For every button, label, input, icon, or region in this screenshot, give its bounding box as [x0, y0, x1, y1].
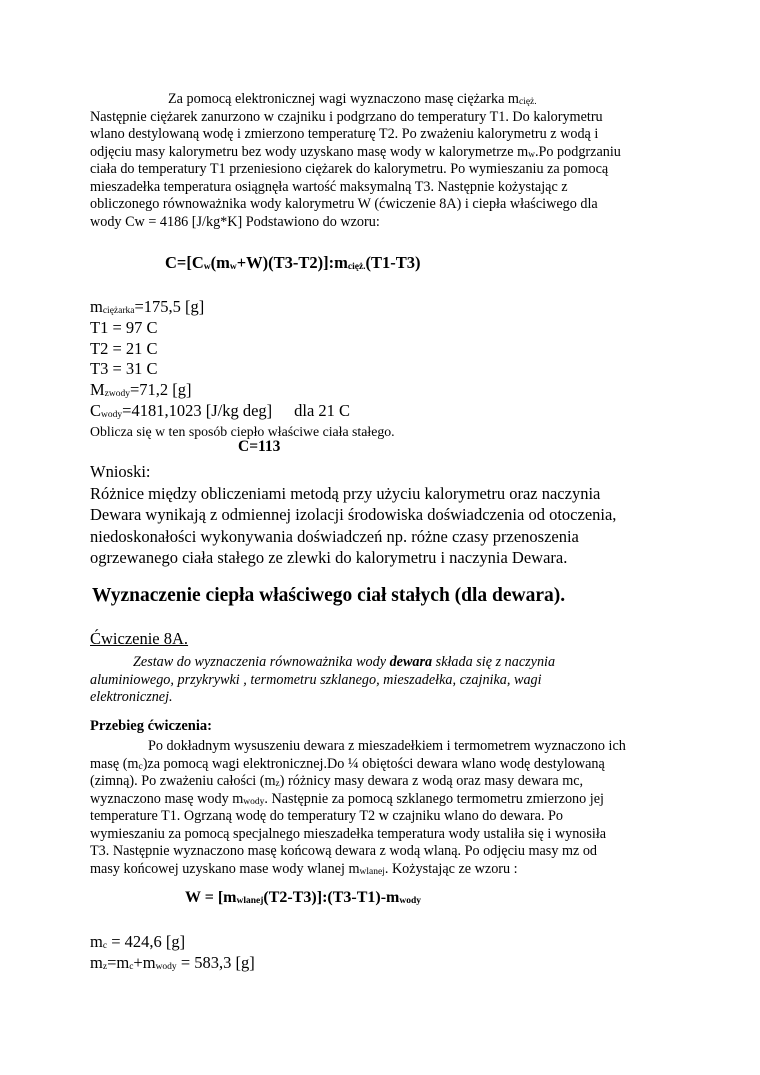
- conclusions-line: ogrzewanego ciała stałego ze zlewki do kalorymetru i naczynia Dewara.: [90, 548, 568, 567]
- value-t3: T3 = 31 C: [90, 359, 158, 379]
- procedure-line: temperature T1. Ogrzaną wodę do temperatury T2 w czajniku wlano do dewara. Po: [90, 808, 564, 824]
- intro-line: ciała do temperatury T1 przeniesiono ciężarek do kalorymetru. Po wymieszaniu za pomocą: [90, 161, 609, 177]
- conclusions-line: Różnice między obliczeniami metodą przy użyciu kalorymetru oraz naczynia: [90, 483, 601, 503]
- intro-line: Następnie ciężarek zanurzono w czajniku i podgrzano do temperatury T1. Do kalorymetru: [90, 108, 603, 125]
- conclusions-line: niedoskonałości wykonywania doświadczeń np. różne czasy przenoszenia: [90, 526, 579, 546]
- intro-line: Za pomocą elektronicznej wagi wyznaczono masę ciężarka mcięż.: [168, 91, 537, 107]
- procedure-line: (zimną). Po zważeniu całości (mz) różnicy masy dewara z wodą oraz masy dewara mc,: [90, 773, 584, 789]
- equipment-line: Zestaw do wyznaczenia równoważnika wody dewara składa się z naczynia: [133, 654, 556, 670]
- equipment-line: aluminiowego, przykrywki , termometru szklanego, mieszadełka, czajnika, wagi: [90, 671, 542, 688]
- value-mass-weight: mciężarka=175,5 [g]: [90, 297, 205, 316]
- procedure-heading: Przebieg ćwiczenia:: [90, 718, 212, 734]
- calculation-note: Oblicza się w ten sposób ciepło właściwe ciała stałego.: [90, 423, 395, 439]
- value-mass-water: Mzwody=71,2 [g]: [90, 380, 192, 400]
- equipment-description: [90, 654, 675, 707]
- conclusions: [90, 461, 675, 569]
- value-t1: T1 = 97 C: [90, 317, 158, 337]
- intro-paragraph: [90, 91, 675, 231]
- procedure-line: wyznaczono masę wody mwody. Następnie za pomocą szklanego termometru zmierzono jej: [90, 790, 604, 807]
- equipment-line: elektronicznej.: [90, 689, 173, 705]
- value-mass-total: mz=mc+mwody = 583,3 [g]: [90, 952, 255, 972]
- dewar-values: [90, 932, 675, 973]
- value-mass-dewar: mc = 424,6 [g]: [90, 932, 186, 951]
- result-c: C=113: [238, 438, 281, 455]
- conclusions-line: Dewara wynikają z odmiennej izolacji środowiska doświadczenia od otoczenia,: [90, 505, 617, 524]
- procedure-line: masę (mc)za pomocą wagi elektronicznej.Do ¼ obiętości dewara wlano wodę destylowaną: [90, 755, 605, 772]
- procedure-line: Po dokładnym wysuszeniu dewara z mieszadełkiem i termometrem wyznaczono ich: [148, 738, 626, 754]
- measured-values: [90, 297, 675, 443]
- conclusions-heading: Wnioski:: [90, 462, 151, 481]
- exercise-title: Ćwiczenie 8A.: [90, 629, 189, 648]
- procedure-line: T3. Następnie wyznaczono masę końcową dewara z wodą wlaną. Po odjęciu masy mz od: [90, 843, 598, 859]
- formula-water-equivalent: W = [mwlanej(T2-T3)]:(T3-T1)-mwody: [185, 889, 422, 906]
- intro-line: obliczonego równoważnika wody kalorymetru W (ćwiczenie 8A) i ciepła właściwego dla: [90, 196, 598, 212]
- procedure-paragraph: [90, 738, 675, 878]
- intro-line: wody Cw = 4186 [J/kg*K] Podstawiono do wzoru:: [90, 213, 380, 230]
- intro-line: mieszadełka temperatura osiągnęła wartość maksymalną T3. Następnie kożystając z: [90, 178, 568, 195]
- value-water-heat: Cwody=4181,1023 [J/kg deg] dla 21 C: [90, 400, 351, 420]
- value-t2: T2 = 21 C: [90, 338, 158, 358]
- section-heading: Wyznaczenie ciepła właściwego ciał stałych (dla dewara).: [92, 585, 566, 606]
- procedure-line: wymieszaniu za pomocą specjalnego mieszadełka temperatura wody ustaliła się i wynosiła: [90, 825, 607, 842]
- intro-line: odjęciu masy kalorymetru bez wody uzyskano masę wody w kalorymetrze mw.Po podgrzaniu: [90, 143, 621, 160]
- procedure-line: masy końcowej uzyskano mase wody wlanej mwlanej. Kożystając ze wzoru :: [90, 860, 518, 877]
- formula-specific-heat: C=[Cw(mw+W)(T3-T2)]:mcięż.(T1-T3): [165, 253, 421, 272]
- intro-line: wlano destylowaną wodę i zmierzono temperaturę T2. Po zważeniu kalorymetru z wodą i: [90, 126, 599, 142]
